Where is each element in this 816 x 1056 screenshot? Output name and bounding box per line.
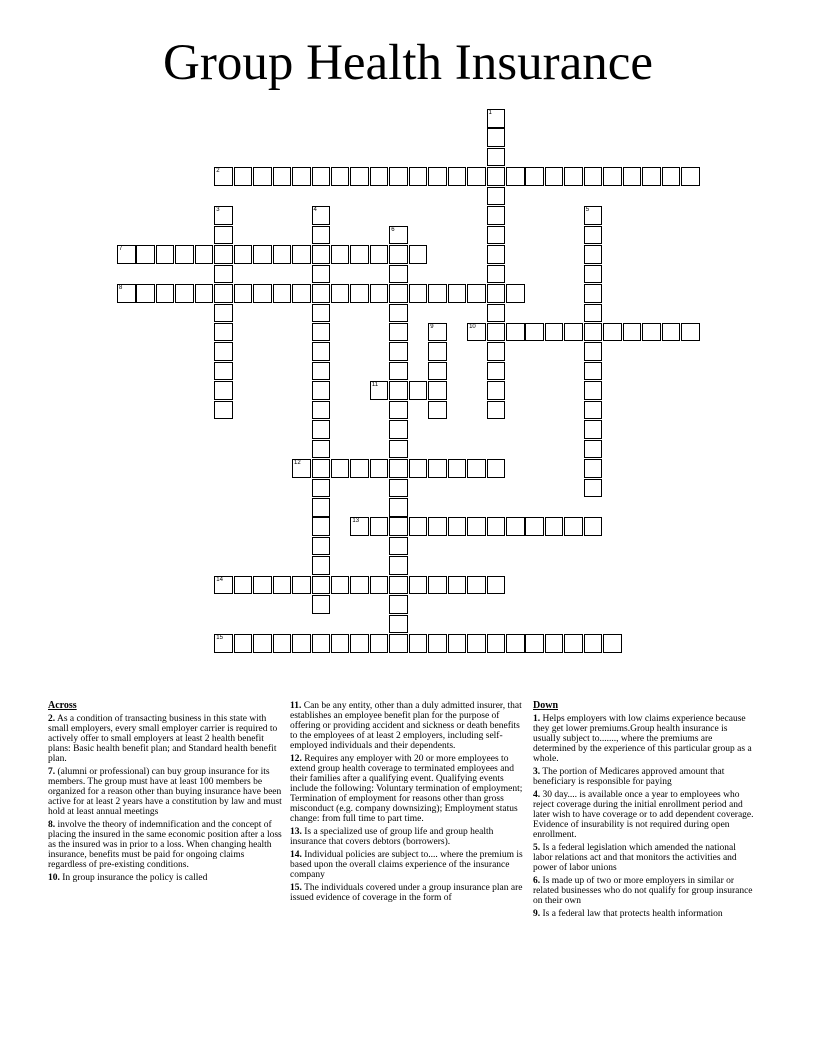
grid-cell[interactable] [448, 459, 467, 478]
across-clue-number: 11. [290, 701, 302, 711]
grid-cell[interactable] [467, 517, 486, 536]
clue-number: 12 [294, 460, 301, 467]
grid-cell[interactable] [312, 362, 331, 381]
grid-cell[interactable] [312, 304, 331, 323]
grid-cell[interactable] [350, 576, 369, 595]
grid-cell[interactable] [584, 401, 603, 420]
across-clue [48, 873, 282, 883]
across-clue [290, 850, 524, 880]
grid-cell[interactable] [428, 362, 447, 381]
grid-cell[interactable] [350, 167, 369, 186]
grid-cell[interactable] [331, 576, 350, 595]
grid-cell[interactable] [312, 206, 331, 225]
grid-cell[interactable] [389, 226, 408, 245]
grid-cell[interactable] [214, 401, 233, 420]
grid-cell[interactable] [448, 284, 467, 303]
clue-number: 15 [216, 635, 223, 642]
grid-cell[interactable] [312, 595, 331, 614]
down-heading: Down [533, 700, 559, 711]
clue-number: 9 [430, 323, 434, 330]
grid-cell[interactable] [214, 206, 233, 225]
across-clue-text: Individual policies are subject to.... where the premium is based upon the overall claims experience of the insurance company [290, 850, 523, 880]
grid-cell[interactable] [253, 284, 272, 303]
grid-cell[interactable] [409, 284, 428, 303]
across-clue-text: As a condition of transacting business in this state with small employers, every small employer carrier is required to actively offer to small employers at least 2 health benefit plans: Basic health benefit plan; and Standard health benefit plan. [48, 714, 278, 764]
grid-cell[interactable] [389, 167, 408, 186]
grid-cell[interactable] [331, 245, 350, 264]
grid-cell[interactable] [428, 634, 447, 653]
grid-cell[interactable] [487, 381, 506, 400]
across-heading: Across [48, 700, 77, 711]
grid-cell[interactable] [292, 245, 311, 264]
grid-cell[interactable] [662, 167, 681, 186]
down-clue-number: 5. [533, 843, 541, 853]
grid-cell[interactable] [389, 381, 408, 400]
grid-cell[interactable] [389, 517, 408, 536]
grid-cell[interactable] [642, 323, 661, 342]
grid-cell[interactable] [389, 362, 408, 381]
down-clue-number: 1. [533, 714, 541, 724]
grid-cell[interactable] [584, 634, 603, 653]
across-clue-number: 2. [48, 714, 56, 724]
grid-cell[interactable] [214, 284, 233, 303]
grid-cell[interactable] [389, 498, 408, 517]
grid-cell[interactable] [681, 167, 700, 186]
grid-cell[interactable] [467, 576, 486, 595]
grid-cell[interactable] [487, 517, 506, 536]
grid-cell[interactable] [409, 245, 428, 264]
grid-cell[interactable] [389, 595, 408, 614]
grid-cell[interactable] [214, 323, 233, 342]
grid-cell[interactable] [331, 284, 350, 303]
grid-cell[interactable] [467, 323, 486, 342]
grid-cell[interactable] [564, 323, 583, 342]
grid-cell[interactable] [389, 420, 408, 439]
grid-cell[interactable] [428, 576, 447, 595]
across-clue [48, 820, 282, 870]
across-clue-text: Is a specialized use of group life and group health insurance that covers debtors (borrowers). [290, 827, 494, 847]
grid-cell[interactable] [448, 167, 467, 186]
grid-cell[interactable] [584, 206, 603, 225]
grid-cell[interactable] [273, 634, 292, 653]
grid-cell[interactable] [487, 109, 506, 128]
clue-number: 10 [469, 323, 476, 330]
across-clue-number: 14. [290, 850, 302, 860]
clue-number: 13 [352, 518, 360, 525]
across-clue-text: In group insurance the policy is called [59, 873, 208, 883]
down-clue [533, 909, 755, 919]
grid-cell[interactable] [642, 167, 661, 186]
grid-cell[interactable] [487, 226, 506, 245]
grid-cell[interactable] [467, 459, 486, 478]
across-column-2 [290, 701, 524, 906]
grid-cell[interactable] [584, 362, 603, 381]
grid-cell[interactable] [312, 576, 331, 595]
grid-cell[interactable] [214, 304, 233, 323]
grid-cell[interactable] [389, 401, 408, 420]
grid-cell[interactable] [448, 634, 467, 653]
across-clue [48, 767, 282, 817]
grid-cell[interactable] [545, 634, 564, 653]
grid-cell[interactable] [312, 381, 331, 400]
grid-cell[interactable] [428, 284, 447, 303]
grid-cell[interactable] [234, 167, 253, 186]
grid-cell[interactable] [273, 284, 292, 303]
grid-cell[interactable] [331, 634, 350, 653]
clue-number: 14 [216, 576, 223, 583]
grid-cell[interactable] [467, 634, 486, 653]
grid-cell[interactable] [273, 167, 292, 186]
clue-number: 7 [119, 246, 123, 253]
grid-cell[interactable] [389, 265, 408, 284]
grid-cell[interactable] [428, 459, 447, 478]
grid-cell[interactable] [292, 284, 311, 303]
grid-cell[interactable] [623, 167, 642, 186]
across-clue-text: involve the theory of indemnification and the concept of placing the insured in the same economic position after a loss as the insured was in prior to a loss. When changing health insurance, benefits must be paid for ongoing claims regardless of pre-existing conditions. [48, 820, 282, 870]
grid-cell[interactable] [253, 245, 272, 264]
grid-cell[interactable] [370, 576, 389, 595]
grid-cell[interactable] [389, 615, 408, 634]
grid-cell[interactable] [292, 576, 311, 595]
grid-cell[interactable] [273, 576, 292, 595]
grid-cell[interactable] [175, 284, 194, 303]
down-clue-text: The portion of Medicares approved amount that beneficiary is responsible for paying [533, 767, 725, 787]
grid-cell[interactable] [292, 167, 311, 186]
across-clue [290, 883, 524, 903]
grid-cell[interactable] [312, 498, 331, 517]
page-title: Group Health Insurance [163, 35, 653, 91]
grid-cell[interactable] [350, 245, 369, 264]
down-clue [533, 714, 755, 764]
down-clue-text: Is a federal law that protects health information [540, 909, 723, 919]
grid-cell[interactable] [389, 440, 408, 459]
clue-number: 3 [216, 207, 220, 214]
grid-cell[interactable] [312, 284, 331, 303]
grid-cell[interactable] [234, 576, 253, 595]
grid-cell[interactable] [487, 206, 506, 225]
grid-cell[interactable] [487, 634, 506, 653]
grid-cell[interactable] [350, 459, 369, 478]
grid-cell[interactable] [292, 634, 311, 653]
grid-cell[interactable] [214, 167, 233, 186]
grid-cell[interactable] [506, 634, 525, 653]
grid-cell[interactable] [312, 440, 331, 459]
grid-cell[interactable] [214, 362, 233, 381]
grid-cell[interactable] [428, 381, 447, 400]
grid-cell[interactable] [389, 479, 408, 498]
grid-cell[interactable] [564, 167, 583, 186]
grid-cell[interactable] [487, 304, 506, 323]
down-clue [533, 843, 755, 873]
across-clue [290, 754, 524, 824]
grid-cell[interactable] [350, 284, 369, 303]
grid-cell[interactable] [389, 556, 408, 575]
grid-cell[interactable] [487, 148, 506, 167]
grid-cell[interactable] [584, 342, 603, 361]
across-clue-text: (alumni or professional) can buy group insurance for its members. The group must have at least 100 members be organized for a reason other than buying insurance have been active for at least 2 years have a constitution by law and must hold at least annual meetings [48, 767, 282, 817]
grid-cell[interactable] [584, 226, 603, 245]
grid-cell[interactable] [603, 167, 622, 186]
grid-cell[interactable] [389, 245, 408, 264]
grid-cell[interactable] [428, 401, 447, 420]
across-clue-number: 10. [48, 873, 60, 883]
grid-cell[interactable] [312, 479, 331, 498]
grid-cell[interactable] [389, 323, 408, 342]
grid-cell[interactable] [487, 576, 506, 595]
clue-number: 8 [119, 285, 123, 292]
grid-cell[interactable] [312, 323, 331, 342]
down-clue [533, 767, 755, 787]
grid-cell[interactable] [584, 167, 603, 186]
grid-cell[interactable] [292, 459, 311, 478]
grid-cell[interactable] [584, 517, 603, 536]
grid-cell[interactable] [584, 381, 603, 400]
across-clue-number: 15. [290, 883, 302, 893]
down-clue-text: 30 day.... is available once a year to employees who reject coverage during the initial enrollment period and later wish to have coverage or to add dependent coverage. Evidence of insurability is not required during open enrollment. [533, 790, 754, 840]
grid-cell[interactable] [525, 323, 544, 342]
grid-cell[interactable] [312, 245, 331, 264]
grid-cell[interactable] [584, 304, 603, 323]
grid-cell[interactable] [350, 517, 369, 536]
grid-cell[interactable] [136, 284, 155, 303]
grid-cell[interactable] [370, 381, 389, 400]
clue-number: 5 [585, 207, 590, 214]
grid-cell[interactable] [448, 517, 467, 536]
grid-cell[interactable] [545, 323, 564, 342]
clue-number: 11 [371, 382, 379, 389]
down-clue-number: 9. [533, 909, 541, 919]
across-clue-text: Can be any entity, other than a duly admitted insurer, that establishes an employee benefit plan for the purpose of offering or providing accident and sickness or death benefits to the employees of at least 2 employers, including self-employed individuals and their dependents. [290, 701, 522, 751]
grid-cell[interactable] [428, 167, 447, 186]
grid-cell[interactable] [409, 517, 428, 536]
grid-cell[interactable] [389, 304, 408, 323]
grid-cell[interactable] [409, 634, 428, 653]
across-clue-number: 8. [48, 820, 56, 830]
down-clue [533, 876, 755, 906]
grid-cell[interactable] [156, 284, 175, 303]
grid-cell[interactable] [214, 576, 233, 595]
grid-cell[interactable] [253, 576, 272, 595]
grid-cell[interactable] [312, 517, 331, 536]
grid-cell[interactable] [370, 634, 389, 653]
grid-cell[interactable] [312, 459, 331, 478]
grid-cell[interactable] [214, 634, 233, 653]
grid-cell[interactable] [370, 167, 389, 186]
grid-cell[interactable] [389, 634, 408, 653]
grid-cell[interactable] [487, 284, 506, 303]
grid-cell[interactable] [312, 401, 331, 420]
grid-cell[interactable] [584, 420, 603, 439]
down-clue [533, 790, 755, 840]
grid-cell[interactable] [136, 245, 155, 264]
grid-cell[interactable] [525, 634, 544, 653]
grid-cell[interactable] [214, 245, 233, 264]
grid-cell[interactable] [117, 284, 136, 303]
grid-cell[interactable] [506, 167, 525, 186]
grid-cell[interactable] [273, 245, 292, 264]
grid-cell[interactable] [331, 459, 350, 478]
grid-cell[interactable] [487, 362, 506, 381]
grid-cell[interactable] [312, 556, 331, 575]
grid-cell[interactable] [525, 167, 544, 186]
grid-cell[interactable] [389, 576, 408, 595]
grid-cell[interactable] [525, 517, 544, 536]
down-column [533, 701, 755, 922]
grid-cell[interactable] [564, 634, 583, 653]
grid-cell[interactable] [312, 265, 331, 284]
grid-cell[interactable] [584, 284, 603, 303]
across-column-1 [48, 701, 282, 886]
grid-cell[interactable] [175, 245, 194, 264]
grid-cell[interactable] [253, 167, 272, 186]
grid-cell[interactable] [506, 284, 525, 303]
grid-cell[interactable] [409, 576, 428, 595]
down-clue-list [533, 714, 755, 919]
grid-cell[interactable] [545, 167, 564, 186]
grid-cell[interactable] [409, 459, 428, 478]
grid-cell[interactable] [312, 167, 331, 186]
grid-cell[interactable] [662, 323, 681, 342]
grid-cell[interactable] [312, 634, 331, 653]
grid-cell[interactable] [467, 167, 486, 186]
grid-cell[interactable] [487, 128, 506, 147]
grid-cell[interactable] [370, 245, 389, 264]
down-clue-number: 3. [533, 767, 541, 777]
grid-cell[interactable] [428, 517, 447, 536]
grid-cell[interactable] [117, 245, 136, 264]
across-clue-list [48, 714, 282, 883]
clue-number: 1 [488, 110, 492, 116]
grid-cell[interactable] [234, 245, 253, 264]
grid-cell[interactable] [506, 323, 525, 342]
across-clue [48, 714, 282, 764]
down-clue-text: Is made up of two or more employers in similar or related businesses who do not qualify for group insurance on their own [533, 876, 753, 906]
grid-cell[interactable] [214, 226, 233, 245]
grid-cell[interactable] [350, 634, 369, 653]
clue-number: 2 [216, 168, 220, 175]
grid-cell[interactable] [195, 245, 214, 264]
grid-cell[interactable] [428, 342, 447, 361]
down-clue-text: Helps employers with low claims experience because they get lower premiums.Group health insurance is usually subject to......., where the premiums are determined by the experience of this particular group as a whole. [533, 714, 752, 764]
grid-cell[interactable] [506, 517, 525, 536]
down-clue-text: Is a federal legislation which amended the national labor relations act and that monitors the activities and power of labor unions [533, 843, 737, 873]
clue-number: 6 [391, 226, 395, 233]
grid-cell[interactable] [623, 323, 642, 342]
grid-cell[interactable] [564, 517, 583, 536]
grid-cell[interactable] [487, 459, 506, 478]
grid-cell[interactable] [214, 265, 233, 284]
across-clue [290, 701, 524, 751]
grid-cell[interactable] [545, 517, 564, 536]
clue-number: 4 [313, 207, 317, 214]
grid-cell[interactable] [584, 265, 603, 284]
grid-cell[interactable] [195, 284, 214, 303]
across-clue [290, 827, 524, 847]
grid-cell[interactable] [331, 167, 350, 186]
grid-cell[interactable] [312, 342, 331, 361]
grid-cell[interactable] [487, 265, 506, 284]
grid-cell[interactable] [584, 245, 603, 264]
grid-cell[interactable] [584, 479, 603, 498]
grid-cell[interactable] [487, 167, 506, 186]
grid-cell[interactable] [389, 537, 408, 556]
grid-cell[interactable] [584, 323, 603, 342]
grid-cell[interactable] [603, 634, 622, 653]
grid-cell[interactable] [448, 576, 467, 595]
grid-cell[interactable] [487, 323, 506, 342]
grid-cell[interactable] [487, 401, 506, 420]
grid-cell[interactable] [370, 284, 389, 303]
grid-cell[interactable] [312, 537, 331, 556]
grid-cell[interactable] [389, 284, 408, 303]
across-clue-text: The individuals covered under a group insurance plan are issued evidence of coverage in the form of [290, 883, 523, 903]
grid-cell[interactable] [487, 187, 506, 206]
grid-cell[interactable] [584, 440, 603, 459]
grid-cell[interactable] [409, 167, 428, 186]
across-clue-number: 12. [290, 754, 302, 764]
grid-cell[interactable] [253, 634, 272, 653]
grid-cell[interactable] [467, 284, 486, 303]
grid-cell[interactable] [681, 323, 700, 342]
grid-cell[interactable] [389, 342, 408, 361]
grid-cell[interactable] [389, 459, 408, 478]
grid-cell[interactable] [428, 323, 447, 342]
grid-cell[interactable] [214, 381, 233, 400]
grid-cell[interactable] [487, 245, 506, 264]
grid-cell[interactable] [312, 420, 331, 439]
grid-cell[interactable] [156, 245, 175, 264]
down-clue-number: 4. [533, 790, 541, 800]
grid-cell[interactable] [603, 323, 622, 342]
grid-cell[interactable] [234, 284, 253, 303]
grid-cell[interactable] [487, 342, 506, 361]
down-clue-number: 6. [533, 876, 541, 886]
grid-cell[interactable] [370, 517, 389, 536]
grid-cell[interactable] [584, 459, 603, 478]
across-clue-list-continued [290, 701, 524, 903]
grid-cell[interactable] [214, 342, 233, 361]
across-clue-number: 13. [290, 827, 302, 837]
grid-cell[interactable] [234, 634, 253, 653]
grid-cell[interactable] [409, 381, 428, 400]
grid-cell[interactable] [370, 459, 389, 478]
across-clue-number: 7. [48, 767, 56, 777]
grid-cell[interactable] [312, 226, 331, 245]
across-clue-text: Requires any employer with 20 or more employees to extend group health coverage to terminated employees and their families after a qualifying event. Qualifying events include the following: Voluntary termination of employment; Termination of employment for reasons other than gross misconduct (e.g. company downsizing); Employment status change: from full time to part time. [290, 754, 523, 824]
